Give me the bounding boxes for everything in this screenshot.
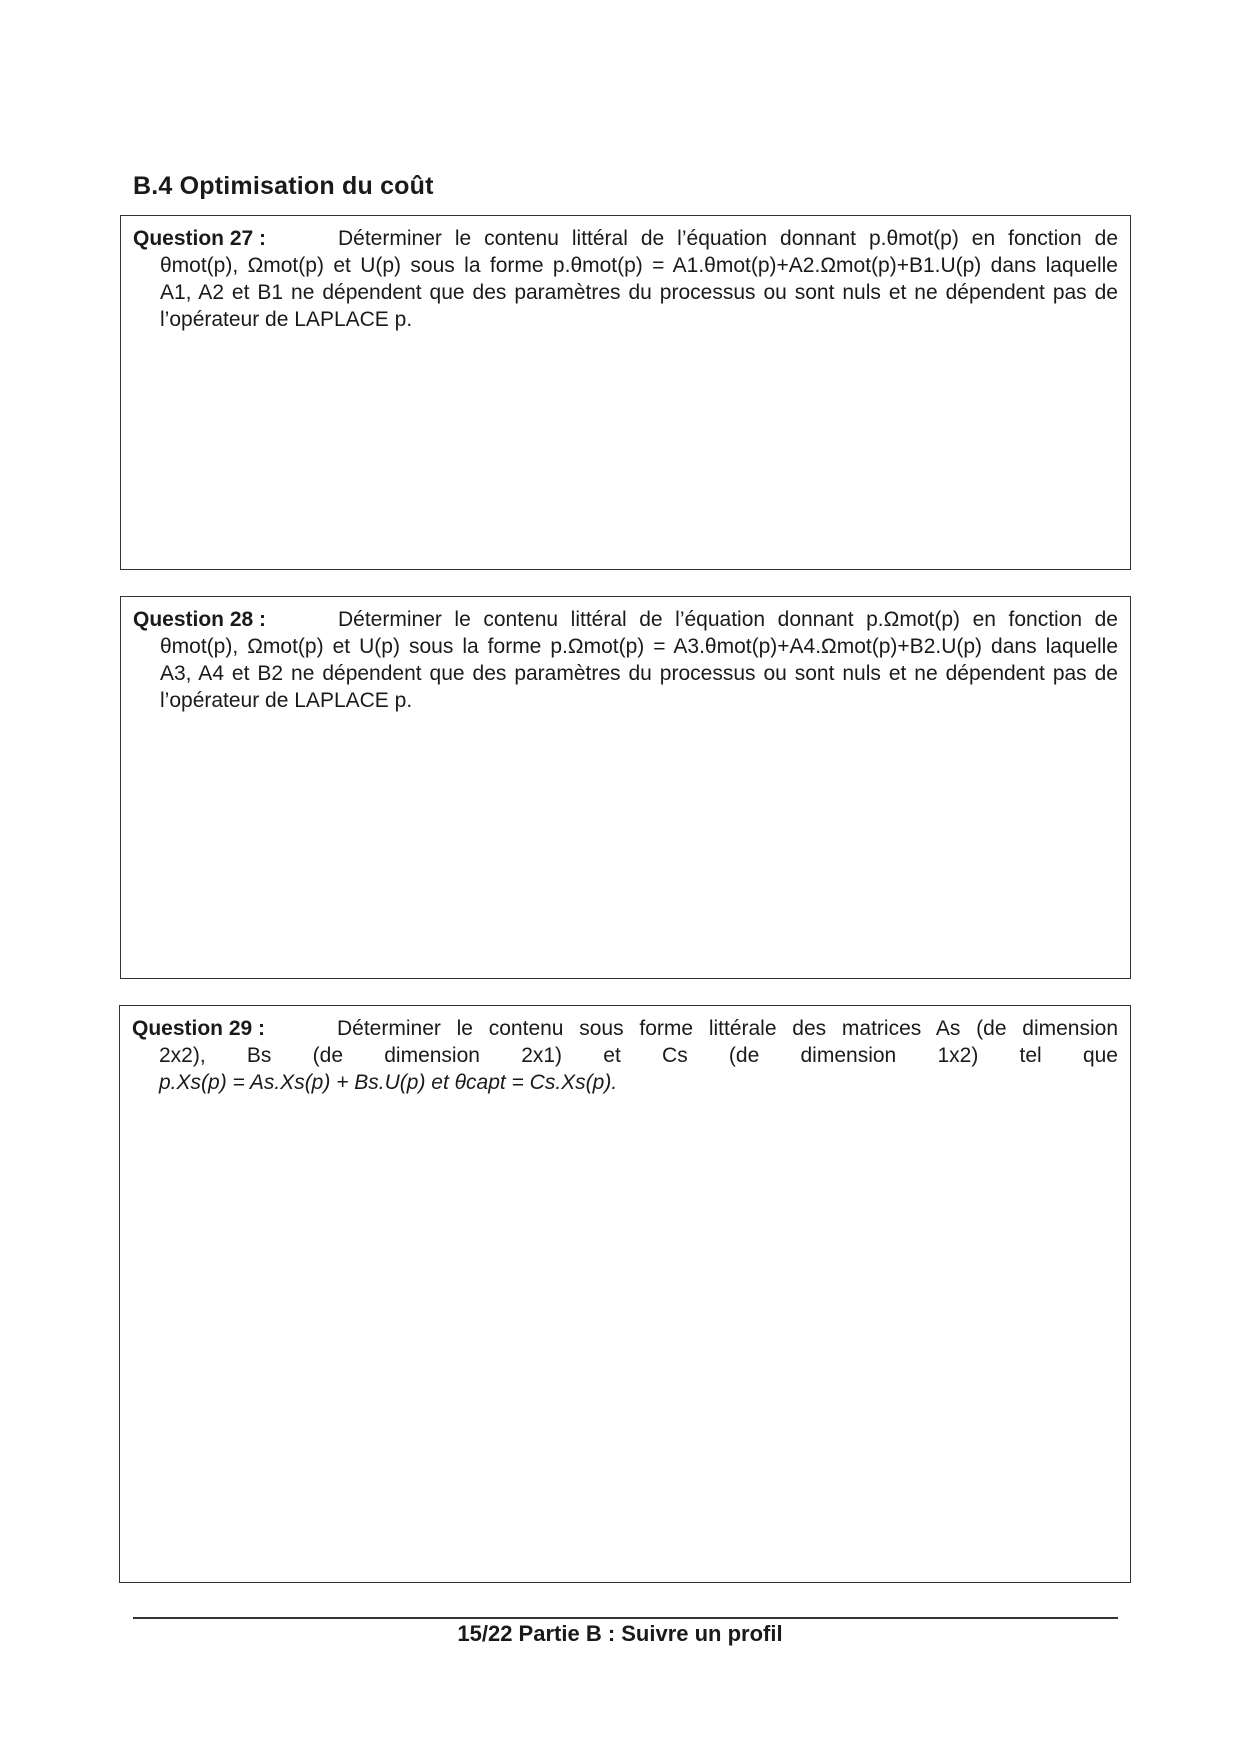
- question-29-box[interactable]: [119, 1005, 1131, 1583]
- question-label: Question 28 :: [133, 608, 267, 631]
- question-first-line: Déterminer le contenu littéral de l’équation donnant p.Ωmot(p) en fonction de: [338, 608, 1118, 631]
- question-label: Question 27 :: [133, 227, 267, 250]
- footer-divider: [133, 1617, 1118, 1619]
- section-title: B.4 Optimisation du coût: [133, 172, 434, 200]
- page-footer: 15/22 Partie B : Suivre un profil: [457, 1621, 783, 1646]
- question-equation: p.Xs(p) = As.Xs(p) + Bs.U(p) et θcapt = Cs.Xs(p).: [159, 1071, 618, 1094]
- question-27-box[interactable]: [120, 215, 1131, 570]
- question-first-line: Déterminer le contenu littéral de l’équation donnant p.θmot(p) en fonction de: [338, 227, 1118, 250]
- question-28-box[interactable]: [120, 596, 1131, 979]
- question-label: Question 29 :: [132, 1017, 266, 1040]
- question-body: A1, A2 et B1 ne dépendent que des paramètres du processus ou sont nuls et ne dépendent pas de l’opérateur de LAPLACE p.: [160, 281, 1118, 331]
- question-line-2: 2x2), Bs (de dimension 2x1) et Cs (de dimension 1x2) tel que: [159, 1044, 1118, 1067]
- question-first-line: Déterminer le contenu sous forme littérale des matrices As (de dimension: [337, 1017, 1118, 1040]
- question-line-2: θmot(p), Ωmot(p) et U(p) sous la forme p.θmot(p) = A1.θmot(p)+A2.Ωmot(p)+B1.U(p) dans laquelle: [160, 254, 1118, 277]
- question-line-2: θmot(p), Ωmot(p) et U(p) sous la forme p.Ωmot(p) = A3.θmot(p)+A4.Ωmot(p)+B2.U(p) dans laquelle: [160, 635, 1118, 658]
- question-body: A3, A4 et B2 ne dépendent que des paramètres du processus ou sont nuls et ne dépendent pas de l’opérateur de LAPLACE p.: [160, 662, 1118, 712]
